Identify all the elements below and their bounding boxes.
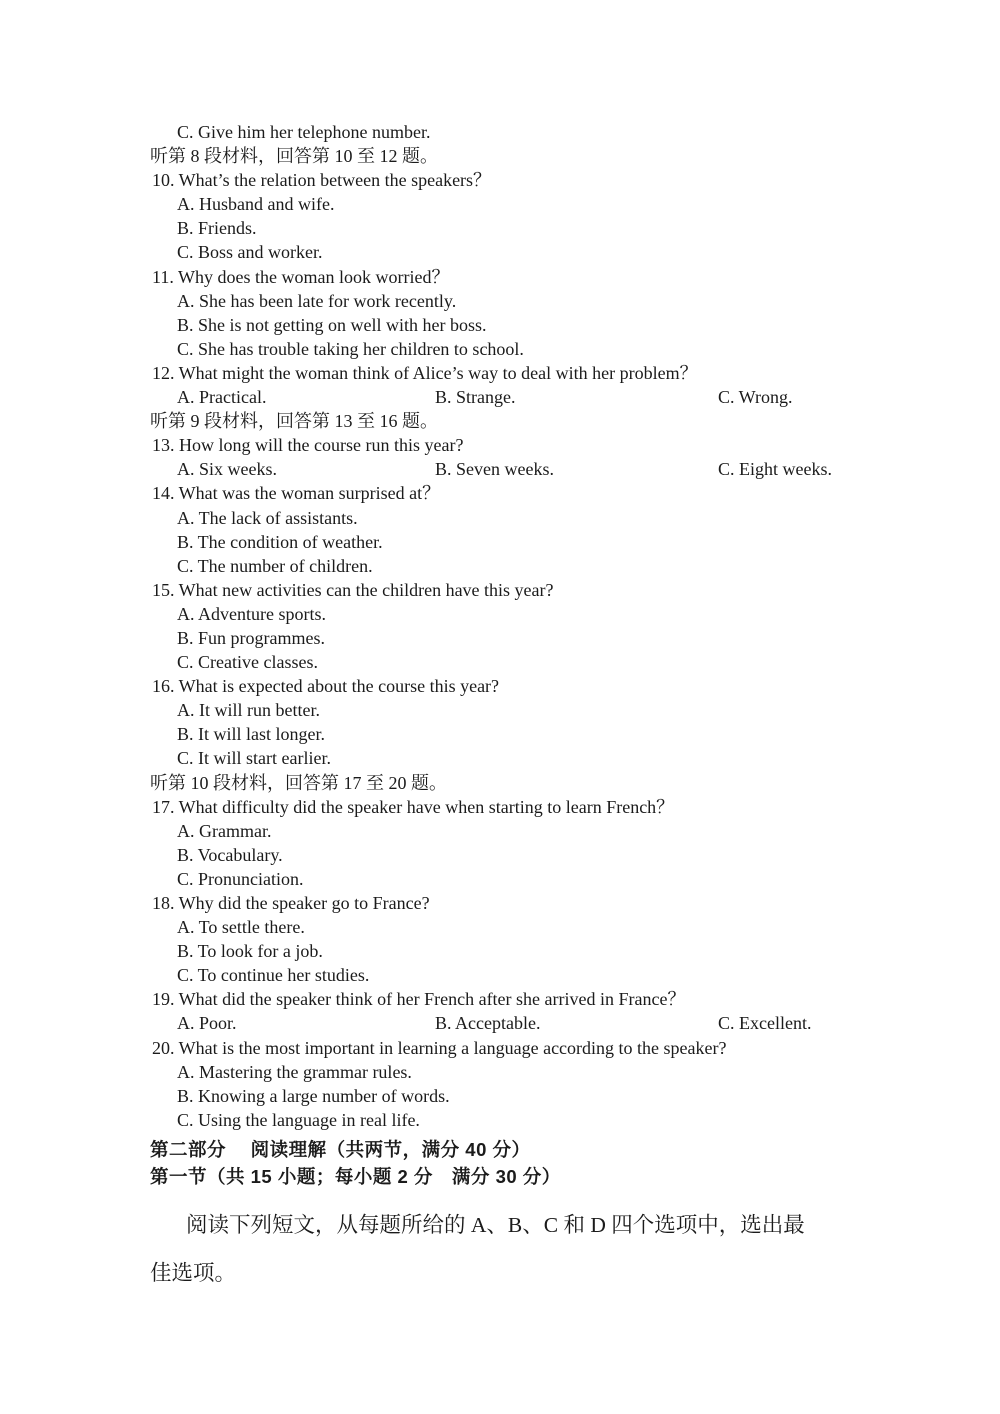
option-line: C. It will start earlier. (177, 748, 331, 769)
option-line: A. It will run better. (177, 700, 320, 721)
option-line: A. To settle there. (177, 917, 305, 938)
listening-material-intro: 听第 8 段材料，回答第 10 至 12 题。 (150, 146, 438, 167)
option-label: C. Wrong. (718, 387, 793, 408)
question-line: 20. What is the most important in learning a language according to the speaker? (152, 1037, 727, 1058)
option-row (150, 457, 860, 481)
listening-material-intro: 听第 9 段材料，回答第 13 至 16 题。 (150, 411, 438, 432)
question-line: 13. How long will the course run this year? (152, 435, 464, 456)
option-row (150, 1011, 860, 1035)
option-line: C. Give him her telephone number. (177, 122, 431, 142)
question-line: 15. What new activities can the children have this year? (152, 579, 554, 600)
option-line: B. Friends. (177, 218, 257, 239)
option-line: B. Vocabulary. (177, 844, 283, 865)
option-line: C. The number of children. (177, 555, 373, 576)
option-line: B. She is not getting on well with her boss. (177, 314, 487, 335)
option-line: C. To continue her studies. (177, 965, 370, 986)
listening-material-intro: 听第 10 段材料，回答第 17 至 20 题。 (150, 772, 447, 793)
option-line: A. Mastering the grammar rules. (177, 1061, 412, 1082)
question-line: 16. What is expected about the course this year? (152, 676, 500, 697)
option-line: B. It will last longer. (177, 724, 325, 745)
instruction-paragraph-line: 阅读下列短文，从每题所给的 A、B、C 和 D 四个选项中，选出最 (186, 1212, 805, 1237)
option-line: A. Husband and wife. (177, 194, 335, 215)
option-line: B. Knowing a large number of words. (177, 1085, 450, 1106)
question-line: 17. What difficulty did the speaker have when starting to learn French？ (152, 796, 675, 817)
question-line: 19. What did the speaker think of her French after she arrived in France？ (152, 989, 686, 1010)
option-line: C. She has trouble taking her children to school. (177, 338, 524, 359)
question-line: 11. Why does the woman look worried？ (152, 266, 450, 287)
question-line: 18. Why did the speaker go to France? (152, 893, 430, 913)
option-label: C. Eight weeks. (718, 459, 832, 480)
option-line: B. Fun programmes. (177, 627, 325, 648)
option-label: B. Seven weeks. (435, 459, 554, 480)
option-label: B. Acceptable. (435, 1013, 541, 1034)
option-label: B. Strange. (435, 387, 516, 408)
option-line: A. Grammar. (177, 820, 272, 841)
section-heading: 第一节（共 15 小题；每小题 2 分 满分 30 分） (150, 1166, 561, 1188)
option-line: A. The lack of assistants. (177, 507, 358, 528)
option-line: A. Adventure sports. (177, 603, 326, 624)
option-line: A. She has been late for work recently. (177, 290, 457, 311)
option-line: B. The condition of weather. (177, 531, 383, 552)
option-line: C. Pronunciation. (177, 868, 304, 889)
exam-content (150, 120, 860, 1297)
question-line: 12. What might the woman think of Alice’s way to deal with her problem？ (152, 362, 698, 383)
instruction-paragraph-line: 佳选项。 (150, 1260, 237, 1285)
option-label: A. Six weeks. (177, 459, 277, 480)
option-row (150, 385, 860, 409)
option-line: C. Boss and worker. (177, 242, 323, 263)
option-label: A. Practical. (177, 387, 267, 408)
question-line: 10. What’s the relation between the speakers？ (152, 170, 492, 191)
option-label: C. Excellent. (718, 1013, 812, 1034)
option-line: C. Using the language in real life. (177, 1109, 420, 1130)
option-line: B. To look for a job. (177, 941, 323, 962)
section-heading: 第二部分 阅读理解（共两节，满分 40 分） (150, 1138, 531, 1160)
option-line: C. Creative classes. (177, 652, 318, 673)
option-label: A. Poor. (177, 1013, 237, 1034)
question-line: 14. What was the woman surprised at？ (152, 483, 441, 504)
